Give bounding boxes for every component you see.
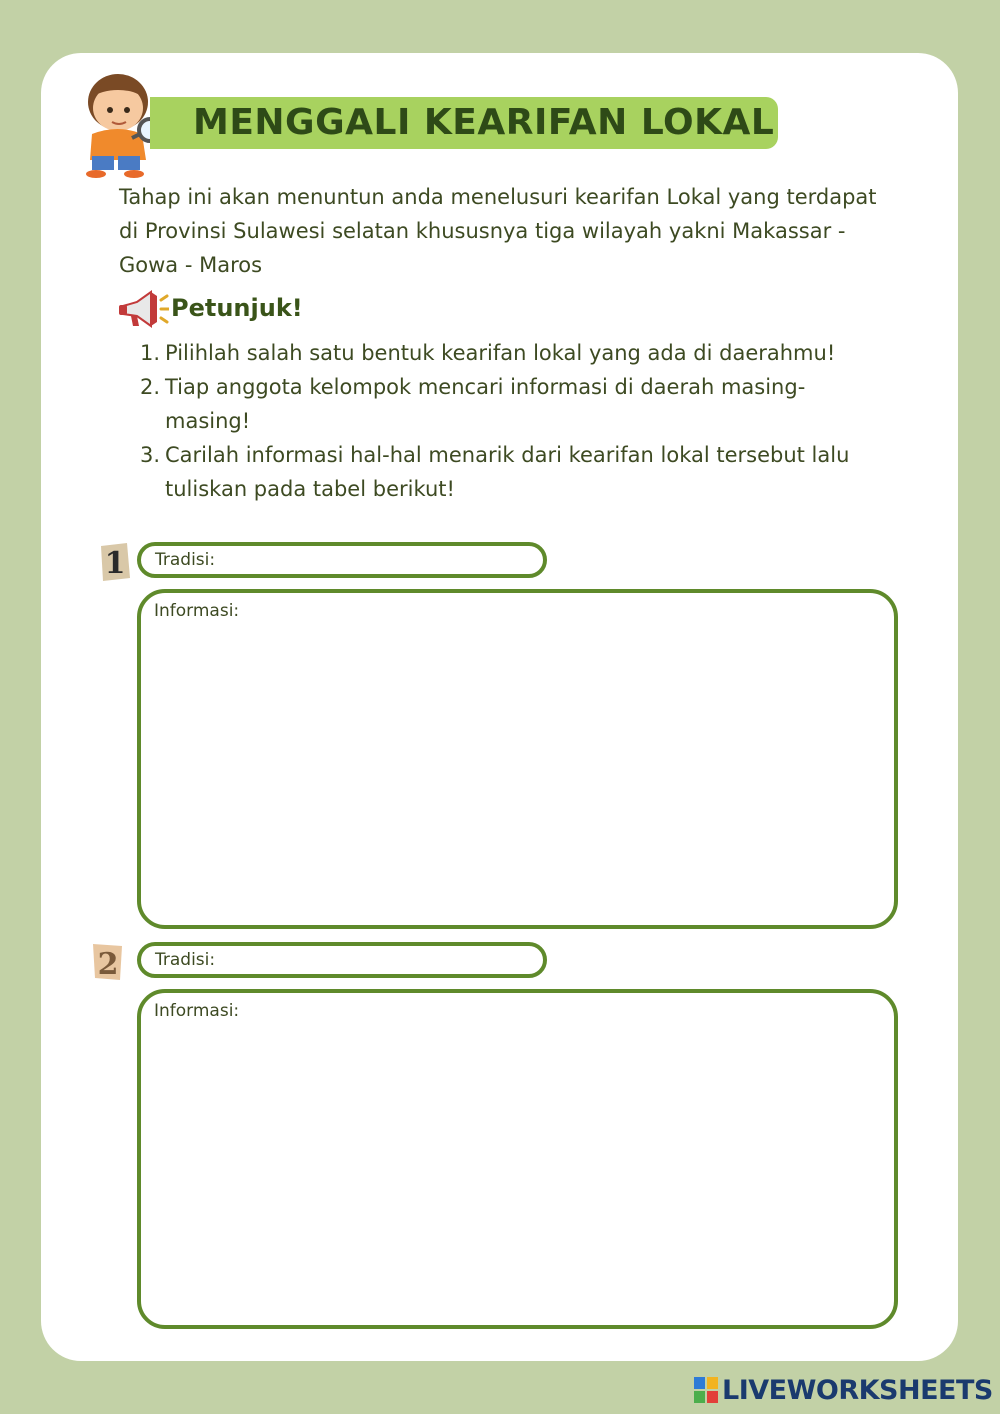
badge-number: 1 bbox=[104, 546, 126, 581]
list-item bbox=[140, 336, 890, 370]
liveworksheets-mark-icon bbox=[694, 1377, 718, 1403]
instruction-list bbox=[140, 336, 890, 506]
tradisi-label: Tradisi: bbox=[155, 950, 216, 970]
number-badge-2 bbox=[92, 942, 124, 982]
informasi-label: Informasi: bbox=[154, 601, 240, 621]
liveworksheets-logo[interactable] bbox=[694, 1374, 993, 1406]
intro-paragraph: Tahap ini akan menuntun anda menelusuri kearifan Lokal yang terdapat di Provinsi Sulawesi selatan khususnya tiga wilayah yakni Makassar - Gowa - Maros bbox=[119, 185, 877, 277]
step-text: Tiap anggota kelompok mencari informasi di daerah masing-masing! bbox=[165, 375, 806, 433]
tradisi-label: Tradisi: bbox=[155, 550, 216, 570]
informasi-label: Informasi: bbox=[154, 1001, 240, 1021]
megaphone-icon bbox=[117, 290, 169, 330]
number-badge-1 bbox=[99, 542, 131, 582]
tradisi-field-2[interactable] bbox=[137, 942, 547, 978]
petunjuk-heading: Petunjuk! bbox=[171, 294, 303, 322]
step-text: Carilah informasi hal-hal menarik dari kearifan lokal tersebut lalu tuliskan pada tabel berikut! bbox=[165, 443, 850, 501]
tradisi-field-1[interactable] bbox=[137, 542, 547, 578]
list-item bbox=[140, 438, 890, 506]
liveworksheets-brand: LIVEWORKSHEETS bbox=[722, 1374, 993, 1406]
badge-number: 2 bbox=[97, 947, 119, 982]
step-number: 1. bbox=[140, 341, 161, 365]
informasi-field-2[interactable] bbox=[137, 989, 898, 1329]
list-item bbox=[140, 370, 890, 438]
step-number: 3. bbox=[140, 443, 161, 467]
step-number: 2. bbox=[140, 375, 161, 399]
step-text: Pilihlah salah satu bentuk kearifan lokal yang ada di daerahmu! bbox=[165, 341, 836, 365]
informasi-field-1[interactable] bbox=[137, 589, 898, 929]
page-title: MENGGALI KEARIFAN LOKAL bbox=[193, 102, 775, 143]
